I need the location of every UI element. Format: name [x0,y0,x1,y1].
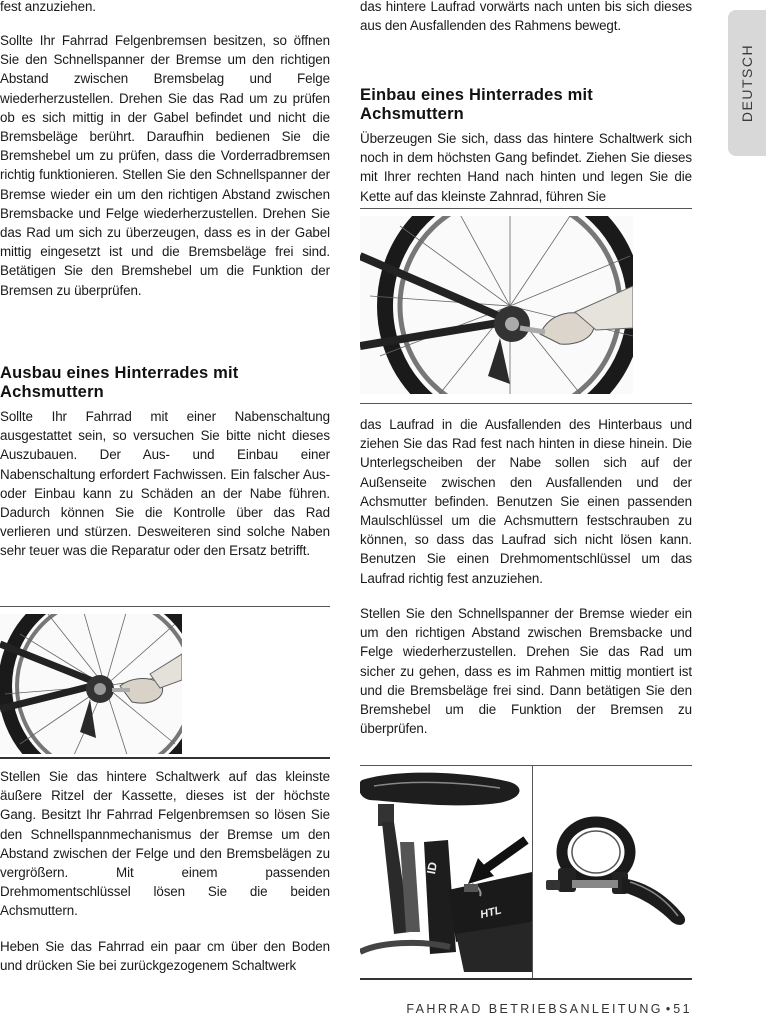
paragraph-wheel-forward: das hintere Laufrad vorwärts nach unten bis sich dieses aus den Ausfallenden des Rahmens bewegt. [360,0,692,34]
heading-rear-wheel-installation: Einbau eines Hinterrades mit Achsmuttern [360,86,593,123]
image-divider [532,765,533,979]
image-pair-bottom-rule [360,978,692,980]
paragraph-installation-intro: Überzeugen Sie sich, dass das hintere Schaltwerk sich noch in dem höchsten Gang befindet. Ziehen Sie dieses mit Ihrer rechten Hand nach hinten und legen Sie die Kette auf das kleinste Zahnrad, führen Sie [360,131,692,204]
image-bottom-rule [360,403,692,404]
image-top-rule [0,606,330,607]
image-bottom-rule [0,757,330,759]
photo-rear-wheel-installation [360,216,633,394]
svg-text:ID: ID [424,860,440,876]
paragraph-brake-quick-release-reset: Stellen Sie den Schnellspanner der Bremse wieder ein um den richtigen Abstand zwischen Bremsbacke und Felge wiederherzustellen. Drehen Sie das Rad um sicher zu gehen, dass es im Rahmen mittig montiert ist und die Bremsbeläge frei sind. Dann betätigen Sie den Bremshebel um die Funktion der Bremsen zu überprüfen. [360,606,692,737]
photo-loosening-axle-nuts [0,614,182,754]
paragraph-continuation: fest anzuziehen. [0,0,96,14]
image-pair-top-rule [360,765,692,766]
footer-separator: • [665,1002,671,1016]
page-footer [406,1002,692,1016]
heading-rear-wheel-removal: Ausbau eines Hinterrades mit Achsmuttern [0,364,239,401]
image-top-rule [360,208,692,209]
language-tab [728,10,766,156]
paragraph-lift-bike: Heben Sie das Fahrrad ein paar cm über den Boden und drücken Sie bei zurückgezogenem Schaltwerk [0,939,330,974]
paragraph-wheel-into-dropouts: das Laufrad in die Ausfallenden des Hinterbaus und ziehen Sie das Rad fest nach hinten in diese hinein. Die Unterlegscheiben der Nabe sollen sich auf der Außenseite zwischen den Ausfallenden und der Achsmutter befinden. Benutzen Sie einen passenden Maulschlüssel um die Achsmuttern festschrauben zu können, so dass das Laufrad sich nicht lösen kann. Benutzen Sie einen Drehmomentschlüssel um das Laufrad richtig fest anzuziehen. [360,417,692,586]
photo-seat-post-clamp [360,772,532,972]
language-tab-label: DEUTSCH [739,43,755,123]
photo-quick-release-clamp [538,800,690,940]
frame-logo-text: HTL [479,904,503,922]
footer-title: FAHRRAD BETRIEBSANLEITUNG [406,1002,663,1016]
page-number: 51 [673,1002,692,1016]
paragraph-hub-gear-warning: Sollte Ihr Fahrrad mit einer Nabenschaltung ausgestattet sein, so versuchen Sie bitte nicht dieses Auszubauen. Der Aus- und Einbau einer Nabenschaltung erfordert Fachwissen. Ein falscher Aus- oder Einbau kann zu Schäden an der Nabe führen. Dadurch können Sie die Kontrolle über das Rad verlieren und stürzen. Desweiteren sind solche Naben sehr teuer was die Reparatur oder den Ersatz betrifft. [0,409,330,559]
paragraph-front-rim-brakes: Sollte Ihr Fahrrad Felgenbremsen besitzen, so öffnen Sie den Schnellspanner der Bremse um den richtigen Abstand zwischen Bremsbelag und Felge wiederherzustellen. Drehen Sie das Rad um zu prüfen ob es sich mittig in der Gabel befindet und nicht die Bremsbeläge berührt. Daraufhin bedienen Sie die Bremshebel um zu prüfen, dass die Vorderradbremsen richtig funktionieren. Stellen Sie den Schnellspanner der Bremse wieder ein um den richtigen Abstand zwischen Bremsbacke und Felge wiederherzustellen. Drehen Sie das Rad um sich zu überzeugen, dass es in der Gabel mittig eingesetzt ist und die Bremsbeläge frei sind. Betätigen Sie den Bremshebel um die Funktion der Bremsen zu überprüfen. [0,33,330,298]
paragraph-derailleur-smallest-sprocket: Stellen Sie das hintere Schaltwerk auf das kleinste äußere Ritzel der Kassette, dieses ist der höchste Gang. Besitzt Ihr Fahrrad Felgenbremsen so lösen Sie den Schnellspannmechanismus der Bremse um den Abstand zwischen der Felge und den Bremsbelägen zu vergrößern. Mit einem passenden Drehmomentschlüssel lösen Sie die beiden Achsmuttern. [0,769,330,919]
